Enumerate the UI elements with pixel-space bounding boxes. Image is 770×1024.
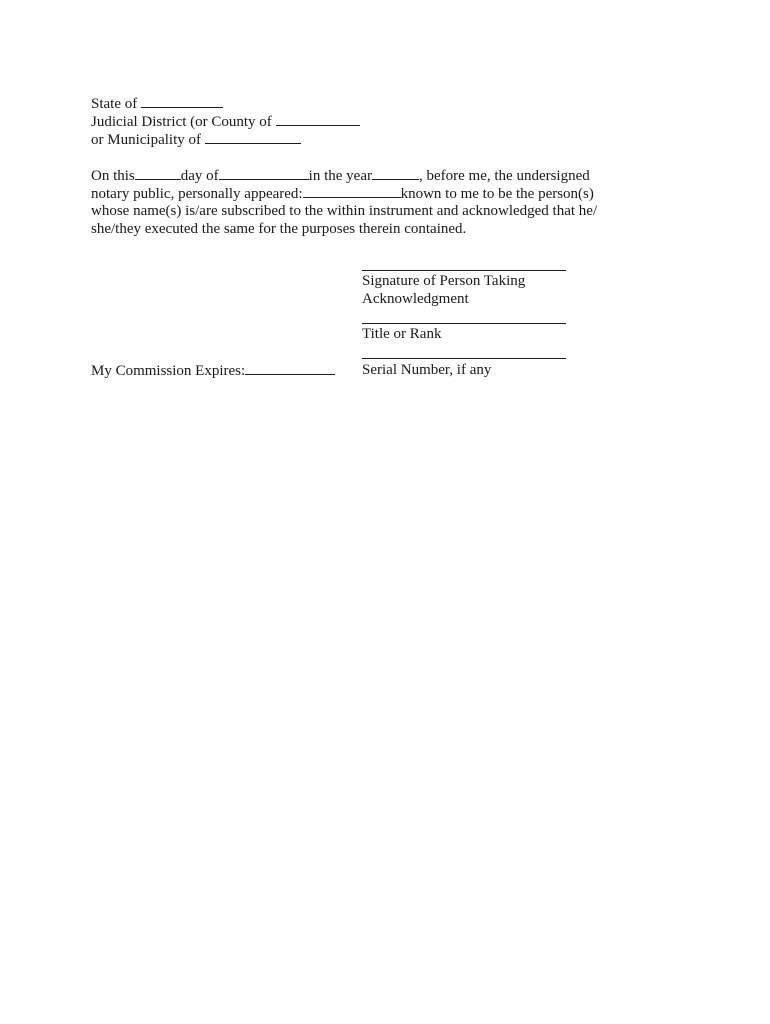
appeared-name-blank[interactable] [303, 184, 401, 198]
notary-text: notary public, personally appeared: [91, 186, 303, 202]
title-label: Title or Rank [362, 326, 442, 342]
state-label: State of [91, 96, 138, 112]
serial-label: Serial Number, if any [362, 362, 492, 378]
commission-line [91, 361, 335, 380]
municipality-line [91, 130, 301, 149]
body-line-1 [91, 166, 590, 185]
municipality-label: or Municipality of [91, 132, 201, 148]
commission-date-blank[interactable] [245, 361, 335, 375]
district-label: Judicial District (or County of [91, 114, 272, 130]
district-line [91, 112, 360, 131]
title-label-line [362, 325, 441, 343]
commission-label: My Commission Expires: [91, 363, 246, 379]
signature-label-2: Acknowledgment [362, 291, 469, 307]
county-blank[interactable] [276, 112, 360, 126]
body-line-3 [91, 202, 597, 220]
body-line-3-text: whose name(s) is/are subscribed to the within instrument and acknowledged that he/ [91, 203, 598, 219]
signature-label-line-2 [362, 290, 469, 308]
month-blank[interactable] [219, 166, 309, 180]
body-line-4-text: she/they executed the same for the purposes therein contained. [91, 221, 467, 237]
day-of-text: day of [180, 168, 219, 184]
body-line-4 [91, 220, 466, 238]
signature-label-1: Signature of Person Taking [362, 273, 526, 289]
on-this-text: On this [91, 168, 135, 184]
in-the-year-text: in the year [308, 168, 372, 184]
municipality-blank[interactable] [205, 130, 301, 144]
known-text: known to me to be the person(s) [400, 186, 594, 202]
state-blank[interactable] [141, 94, 223, 108]
signature-rule[interactable] [362, 270, 566, 271]
signature-label-line-1 [362, 272, 525, 290]
body-line-2 [91, 184, 594, 203]
serial-rule[interactable] [362, 358, 566, 359]
title-rule[interactable] [362, 323, 566, 324]
state-line [91, 94, 223, 113]
day-blank[interactable] [135, 166, 181, 180]
before-me-text: , before me, the undersigned [418, 168, 590, 184]
serial-label-line [362, 361, 491, 379]
year-blank[interactable] [372, 166, 419, 180]
